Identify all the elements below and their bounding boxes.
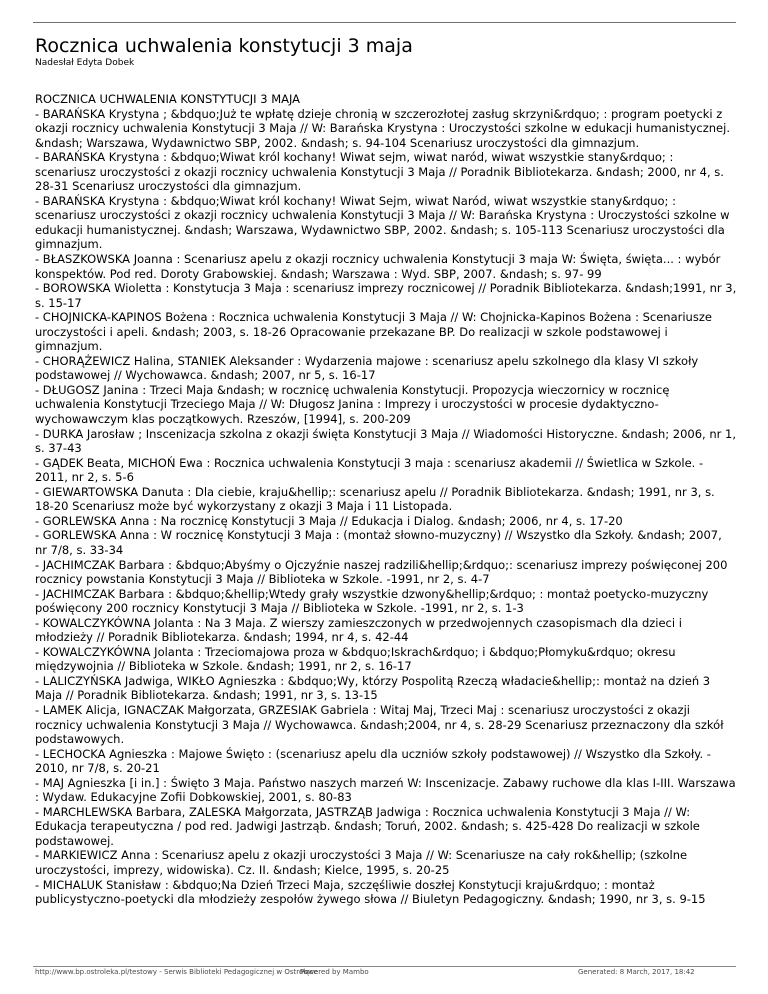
bibliography-entry: - CHORĄŻEWICZ Halina, STANIEK Aleksander : Wydarzenia majowe : scenariusz apelu szkolnego dla klasy VI szkoły podstawowej // Wychowawca. &ndash; 2007, nr 5, s. 16-17 [35,353,699,383]
article-title: Rocznica uchwalenia konstytucji 3 maja [35,35,413,57]
bibliography-entry: - MARKIEWICZ Anna : Scenariusz apelu z okazji uroczystości 3 Maja // W: Scenariusze na cały rok&hellip; (szkolne uroczystości, imprezy, widowiska). Cz. II. &ndash; Kielce, 1995, s. 20-25 [35,848,688,877]
bibliography-entry: - GIEWARTOWSKA Danuta : Dla ciebie, kraju&hellip;: scenariusz apelu // Poradnik Bibliotekarza. &ndash; 1991, nr 3, s. 18-20 Scenariusz może być wykorzystany z okazji 3 Maja i 11 Listopada. [35,484,715,514]
bibliography-entry: - BŁASZKOWSKA Joanna : Scenariusz apelu z okazji rocznicy uchwalenia Konstytucji 3 maja W: Święta, święta... : wybór konspektów. Pod red. Doroty Grabowskiej. &ndash; Warszawa : Wyd. SBP, 2007. &ndash; s. 97- 99 [35,252,721,281]
bibliography-entry: - CHOJNICKA-KAPINOS Bożena : Rocznica uchwalenia Konstytucji 3 Maja // W: Chojnicka-Kapinos Bożena : Scenariusze uroczystości i apeli. &ndash; 2003, s. 18-26 Opracowanie przekazane BP. Do realizacji w szkole podstawowej i gimnazjum. [35,310,712,354]
bibliography-entry: - LALICZYŃSKA Jadwiga, WIKŁO Agnieszka : &bdquo;Wy, którzy Pospolitą Rzeczą władacie&hellip;: montaż na dzień 3 Maja // Poradnik Bibliotekarza. &ndash; 1991, nr 3, s. 13-15 [35,673,711,703]
bibliography-entry: - DURKA Jarosław ; Inscenizacja szkolna z okazji święta Konstytucji 3 Maja // Wiadomości Historyczne. &ndash; 2006, nr 1, s. 37-43 [35,426,737,456]
bibliography-entry: - BARAŃSKA Krystyna ; &bdquo;Już te wpłatę dzieje chronią w szczerozłotej zasług skrzyni&rdquo; : program poetycki z okazji rocznicy uchwalenia Konstytucji 3 Maja // W: Barańska Krystyna : Uroczystości szkolne w edukacji humanistycznej. &ndash; Warszawa, Wydawnictwo SBP, 2002. &ndash; s. 94-104 Scenariusz uroczystości dla gimnazjum. [35,106,730,150]
footer-source-link[interactable]: http://www.bp.ostroleka.pl/testowy - Serwis Biblioteki Pedagogicznej w Ostrołęce [35,968,318,976]
bibliography-entry: - MICHALUK Stanisław : &bdquo;Na Dzień Trzeci Maja, szczęśliwie doszłej Konstytucji kraju&rdquo; : montaż publicystyczno-poetycki dla młodzieży zespołów żywego słowa // Biuletyn Pedagogiczny. &ndash; 1990, nr 3, s. 9-15 [35,877,706,907]
top-divider [33,22,736,23]
article-byline: Nadesłał Edyta Dobek [35,58,135,68]
bibliography-entry: - GORLEWSKA Anna : W rocznicę Konstytucji 3 Maja : (montaż słowno-muzyczny) // Wszystko dla Szkoły. &ndash; 2007, nr 7/8, s. 33-34 [35,528,722,557]
bibliography-entry: - BARAŃSKA Krystyna : &bdquo;Wiwat król kochany! Wiwat sejm, wiwat naród, wiwat wszystkie stany&rdquo; : scenariusz uroczystości z okazji rocznicy uchwalenia Konstytucji 3 Maja // Poradnik Bibliotekarza. &ndash; 2000, nr 4, s. 28-31 Scenariusz uroczystości dla gimnazjum. [35,150,724,194]
bibliography-entry: - BOROWSKA Wioletta : Konstytucja 3 Maja : scenariusz imprezy rocznicowej // Poradnik Bibliotekarza. &ndash;1991, nr 3, s. 15-17 [35,281,737,310]
bibliography-entry: - JACHIMCZAK Barbara : &bdquo;Abyśmy o Ojczyźnie naszej radzili&hellip;&rdquo;: scenariusz imprezy poświęconej 200 rocznicy powstania Konstytucji 3 Maja // Biblioteka w Szkole. -1991, nr 2, s. 4-7 [35,557,728,587]
bibliography-entry: - LAMEK Alicja, IGNACZAK Małgorzata, GRZESIAK Gabriela : Witaj Maj, Trzeci Maj : scenariusz uroczystości z okazji rocznicy uchwalenia Konstytucji 3 Maja // Wychowawca. &ndash;2004, nr 4, s. 28-29 Scenariusz przeznaczony dla szkół podstawowych. [35,702,724,747]
section-heading: ROCZNICA UCHWALENIA KONSTYTUCJI 3 MAJA [35,92,301,106]
footer-powered-by: Powered by Mambo [300,968,369,976]
bibliography-entry: - GĄDEK Beata, MICHOŃ Ewa : Rocznica uchwalenia Konstytucji 3 maja : scenariusz akademii // Świetlica w Szkole. - 2011, nr 2, s. 5-6 [35,455,704,485]
bibliography-entry: - MAJ Agnieszka [i in.] : Święto 3 Maja. Państwo naszych marzeń W: Inscenizacje. Zabawy ruchowe dla klas I-III. Warszawa : Wydaw. Edukacyjne Zofii Dobkowskiej, 2001, s. 80-83 [35,775,736,805]
footer-generated-date: Generated: 8 March, 2017, 18:42 [578,968,695,976]
bibliography-entry: - MARCHLEWSKA Barbara, ZALESKA Małgorzata, JASTRZĄB Jadwiga : Rocznica uchwalenia Konstytucji 3 Maja // W: Edukacja terapeutyczna / pod red. Jadwigi Jastrząb. &ndash; Toruń, 2002. &ndash; s. 425-428 Do realizacji w szkole podstawowej. [35,804,700,848]
article-body [35,92,737,907]
bibliography-entry: - BARAŃSKA Krystyna : &bdquo;Wiwat król kochany! Wiwat Sejm, wiwat Naród, wiwat wszystkie stany&rdquo; : scenariusz uroczystości z okazji rocznicy uchwalenia Konstytucji 3 Maja // W: Barańska Krystyna : Uroczystości szkolne w edukacji humanistycznej. &ndash; Warszawa, Wydawnictwo SBP, 2002. &ndash; s. 105-113 Scenariusz uroczystości dla gimnazjum. [35,193,730,252]
bibliography-entry: - KOWALCZYKÓWNA Jolanta : Na 3 Maja. Z wierszy zamieszczonych w przedwojennych czasopismach dla dzieci i młodzieży // Poradnik Bibliotekarza. &ndash; 1994, nr 4, s. 42-44 [35,615,682,645]
bibliography-entry: - LECHOCKA Agnieszka : Majowe Święto : (scenariusz apelu dla uczniów szkoły podstawowej) // Wszystko dla Szkoły. - 2010, nr 7/8, s. 20-21 [35,746,711,776]
bibliography-entry: - JACHIMCZAK Barbara : &bdquo;&hellip;Wtedy grały wszystkie dzwony&hellip;&rdquo; : montaż poetycko-muzyczny poświęcony 200 rocznicy Konstytucji 3 Maja // Biblioteka w Szkole. -1991, nr 2, s. 1-3 [35,586,709,616]
bibliography-entry: - DŁUGOSZ Janina : Trzeci Maja &ndash; w rocznicę uchwalenia Konstytucji. Propozycja wieczornicy w rocznicę uchwalenia Konstytucji Trzeciego Maja // W: Długosz Janina : Imprezy i uroczystości w procesie dydaktyczno-wychowawczym klas początkowych. Rzeszów, [1994], s. 200-209 [35,382,670,427]
bibliography-entry: - KOWALCZYKÓWNA Jolanta : Trzeciomajowa proza w &bdquo;Iskrach&rdquo; i &bdquo;Płomyku&rdquo; okresu międzywojnia // Biblioteka w Szkole. &ndash; 1991, nr 2, s. 16-17 [35,644,676,674]
bibliography-entry: - GORLEWSKA Anna : Na rocznicę Konstytucji 3 Maja // Edukacja i Dialog. &ndash; 2006, nr 4, s. 17-20 [35,513,623,528]
